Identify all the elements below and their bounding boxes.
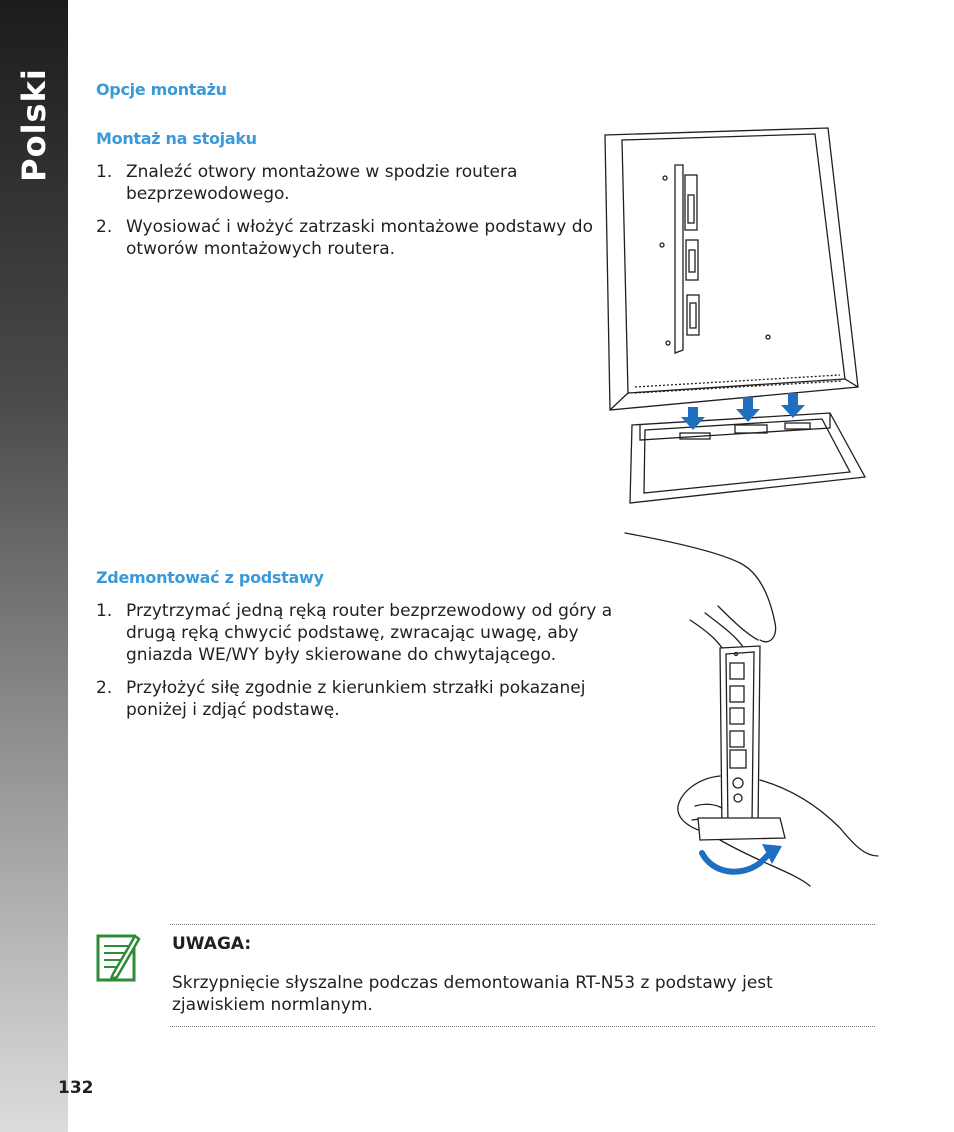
note-text: Skrzypnięcie słyszalne podczas demontowania RT-N53 z podstawy jest zjawiskiem normlanym. <box>172 973 773 1015</box>
list-item <box>96 216 593 260</box>
step-text: Przytrzymać jedną ręką router bezprzewodowy od góry a drugą ręką chwycić podstawę, zwracając uwagę, aby gniazda WE/WY były skierowane do chwytającego. <box>126 601 613 665</box>
section-heading-remove: Zdemontować z podstawy <box>96 568 324 587</box>
step-text: Znaleźć otwory montażowe w spodzie routera bezprzewodowego. <box>126 162 518 204</box>
sidebar-language-label <box>2 50 66 200</box>
section-heading-stand: Montaż na stojaku <box>96 129 257 148</box>
page-number: 132 <box>58 1078 94 1098</box>
note-divider-bottom <box>170 1026 875 1027</box>
note-divider-top <box>170 924 875 925</box>
step-number: 2. <box>96 678 113 698</box>
step-text: Wyosiować i włożyć zatrzaski montażowe podstawy do otworów montażowych routera. <box>126 217 593 259</box>
remove-stand-illustration <box>620 528 880 893</box>
list-item <box>96 600 614 666</box>
router-stand-illustration <box>600 125 870 510</box>
step-number: 2. <box>96 217 113 237</box>
stand-steps-list <box>96 161 593 271</box>
step-number: 1. <box>96 162 113 182</box>
note-pencil-icon <box>95 930 141 984</box>
rotate-arrow-icon <box>702 844 782 872</box>
step-number: 1. <box>96 601 113 621</box>
page-title: Opcje montażu <box>96 80 227 99</box>
list-item <box>96 161 593 205</box>
note-title: UWAGA: <box>172 934 252 954</box>
step-text: Przyłożyć siłę zgodnie z kierunkiem strzałki pokazanej poniżej i zdjąć podstawę. <box>126 678 586 720</box>
language-sidebar <box>0 0 68 1132</box>
sidebar-language-text: Polski <box>15 68 54 182</box>
remove-steps-list <box>96 600 614 732</box>
list-item <box>96 677 614 721</box>
